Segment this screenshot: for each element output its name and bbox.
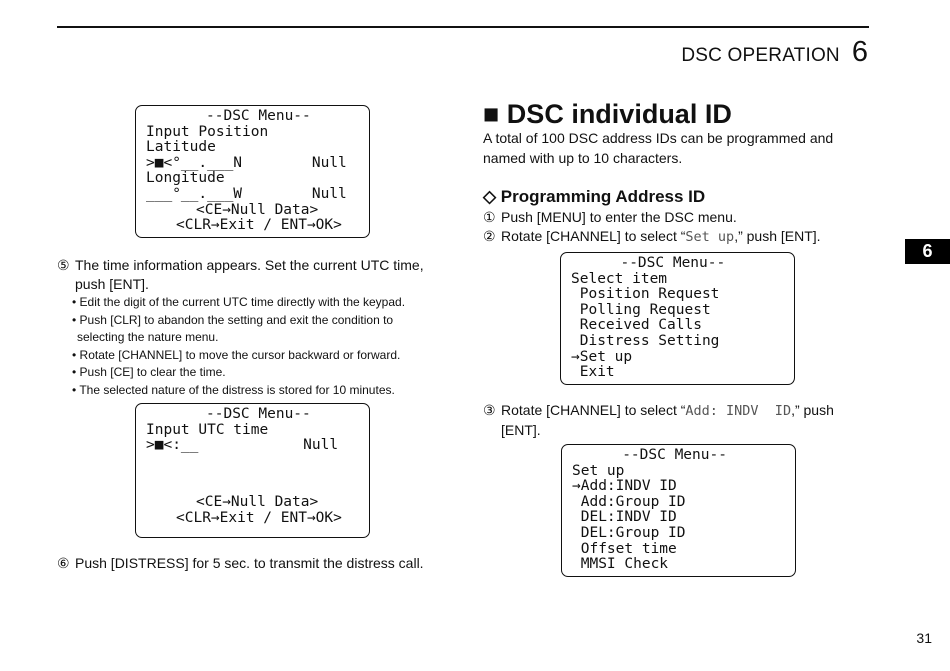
step-text: Rotate [CHANNEL] to select “Set up,” push [ENT].	[501, 228, 821, 245]
lcd-line: <CE→Null Data>	[196, 201, 319, 218]
step-number: ⑤	[57, 257, 70, 273]
bullet: • Edit the digit of the current UTC time directly with the keypad.	[72, 295, 406, 309]
lcd-input-position	[135, 105, 370, 238]
lcd-line: --DSC Menu--	[206, 406, 311, 422]
lcd-line: --DSC Menu--	[596, 447, 727, 463]
lcd-line: >■<°__.___N Null	[146, 154, 347, 171]
step-3	[483, 401, 871, 440]
step-5	[57, 256, 443, 399]
lcd-line: Offset time	[572, 540, 677, 557]
lcd-line: Received Calls	[571, 317, 702, 334]
step-1	[483, 208, 871, 247]
step-number: ①	[483, 209, 496, 225]
step-number: ②	[483, 228, 496, 244]
lcd-line: DEL:Group ID	[572, 524, 686, 541]
lcd-input-utc-time	[135, 403, 370, 538]
chapter-side-tab: 6	[905, 239, 950, 264]
step-text: The time information appears. Set the current UTC time, push [ENT].	[75, 257, 424, 292]
lcd-select-item	[560, 252, 795, 385]
lcd-line: --DSC Menu--	[603, 255, 726, 271]
lcd-line: Latitude	[146, 139, 216, 156]
lcd-line: Input Position	[146, 123, 269, 140]
lcd-line: Set up	[572, 462, 625, 479]
step-number: ③	[483, 402, 496, 418]
lcd-line: Select item	[571, 270, 668, 287]
lcd-line: >■<:__ Null	[146, 437, 339, 454]
lcd-line: ___°__.___W Null	[146, 185, 347, 202]
lcd-line: Position Request	[571, 286, 720, 303]
page-number: 31	[916, 630, 932, 646]
section-heading: ■ DSC individual ID	[483, 99, 732, 129]
page-header	[681, 36, 868, 69]
lcd-set-up	[561, 444, 796, 577]
step-text: Push [DISTRESS] for 5 sec. to transmit the distress call.	[75, 555, 424, 571]
bullet: • The selected nature of the distress is stored for 10 minutes.	[72, 382, 395, 397]
bullet: • Rotate [CHANNEL] to move the cursor backward or forward.	[72, 347, 401, 362]
lcd-line: <CLR→Exit / ENT→OK>	[176, 217, 342, 234]
lcd-line: →Set up	[571, 348, 633, 365]
bullet: • Push [CLR] to abandon the setting and exit the condition to selecting the nature menu.	[72, 312, 394, 344]
lcd-line: Longitude	[146, 170, 225, 187]
lcd-line: MMSI Check	[572, 556, 669, 573]
subsection-heading: ◇ Programming Address ID	[483, 187, 706, 206]
lcd-line: Exit	[571, 364, 615, 381]
lcd-line: --DSC Menu--	[206, 108, 311, 124]
step-text: Rotate [CHANNEL] to select “Add: INDV ID,” push [ENT].	[501, 402, 834, 438]
lcd-code-text: Add: INDV ID	[685, 403, 792, 419]
lcd-line: Add:Group ID	[572, 493, 686, 510]
step-text: Push [MENU] to enter the DSC menu.	[501, 209, 737, 225]
lcd-code-text: Set up	[685, 229, 735, 245]
lcd-line: <CLR→Exit / ENT→OK>	[176, 509, 342, 526]
header-rule	[57, 26, 869, 28]
lcd-line: →Add:INDV ID	[572, 478, 677, 495]
bullet: • Push [CE] to clear the time.	[72, 365, 226, 379]
intro-paragraph: A total of 100 DSC address IDs can be programmed and named with up to 10 characters.	[483, 130, 834, 166]
lcd-line: <CE→Null Data>	[196, 493, 319, 510]
lcd-line: Polling Request	[571, 301, 711, 318]
lcd-line	[146, 454, 369, 470]
lcd-line: Distress Setting	[571, 332, 720, 349]
section-title: DSC OPERATION	[681, 45, 840, 66]
lcd-line: DEL:INDV ID	[572, 509, 677, 526]
chapter-number: 6	[851, 36, 868, 68]
step-number: ⑥	[57, 555, 70, 571]
lcd-line: Input UTC time	[146, 421, 269, 438]
step-6	[57, 554, 457, 573]
lcd-line	[146, 469, 369, 485]
